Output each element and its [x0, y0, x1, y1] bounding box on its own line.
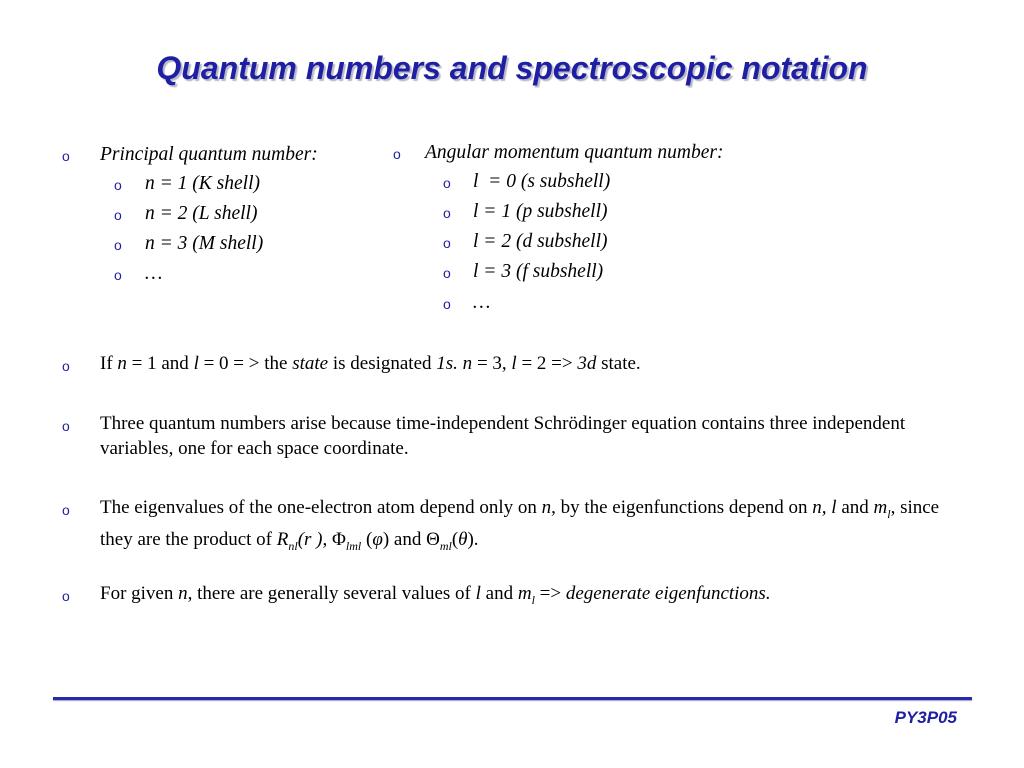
bullet-icon: o: [443, 296, 451, 312]
right-list-item: l = 2 (d subshell): [473, 231, 608, 252]
bullet-icon: o: [62, 358, 70, 374]
bullet-icon: o: [114, 267, 122, 283]
bullet-icon: o: [114, 207, 122, 223]
footer-divider: [53, 697, 972, 700]
bullet-icon: o: [443, 265, 451, 281]
left-list-item: n = 3 (M shell): [145, 233, 264, 254]
bullet-icon: o: [62, 588, 70, 604]
bullet-icon: o: [443, 175, 451, 191]
course-code-footer: PY3P05: [894, 708, 957, 727]
bullet-icon: o: [114, 177, 122, 193]
left-list-heading: Principal quantum number:: [100, 144, 318, 165]
bullet-icon: o: [62, 502, 70, 518]
left-list-item: …: [145, 263, 163, 284]
left-list-item: n = 1 (K shell): [145, 173, 260, 194]
bullet-icon: o: [443, 235, 451, 251]
right-list-heading: Angular momentum quantum number:: [425, 142, 724, 163]
left-list-item: n = 2 (L shell): [145, 203, 258, 224]
right-list-item: l = 1 (p subshell): [473, 201, 608, 222]
bullet-icon: o: [393, 146, 401, 162]
paragraph-degenerate: For given n, there are generally several values of l and $m_l$ => degenerate eigenfunctions.: [100, 583, 771, 607]
bullet-icon: o: [62, 148, 70, 164]
right-list-item: l = 3 (f subshell): [473, 261, 604, 282]
bullet-icon: o: [114, 237, 122, 253]
paragraph-three-quantum-numbers: Three quantum numbers arise because time-independent Schrödinger equation contains three independent variables, one for each space coordinate.: [100, 413, 906, 459]
right-list-item: …: [473, 292, 491, 313]
right-list-item: l = 0 (s subshell): [473, 171, 611, 192]
paragraph-eigenvalues: The eigenvalues of the one-electron atom depend only on n, by the eigenfunctions depend on n, l and $m_l$, since they are the product of $R_{nl}(r$ ), $\Phi_{lml}$ (φ) and $\Theta_{ml}(\theta)$.: [100, 497, 940, 553]
bullet-icon: o: [443, 205, 451, 221]
bullet-icon: o: [62, 418, 70, 434]
slide-title: Quantum numbers and spectroscopic notation: [156, 50, 868, 86]
paragraph-state-designation: If n = 1 and l = 0 = > the state is designated 1s. n = 3, l = 2 => 3d state.: [100, 353, 641, 374]
